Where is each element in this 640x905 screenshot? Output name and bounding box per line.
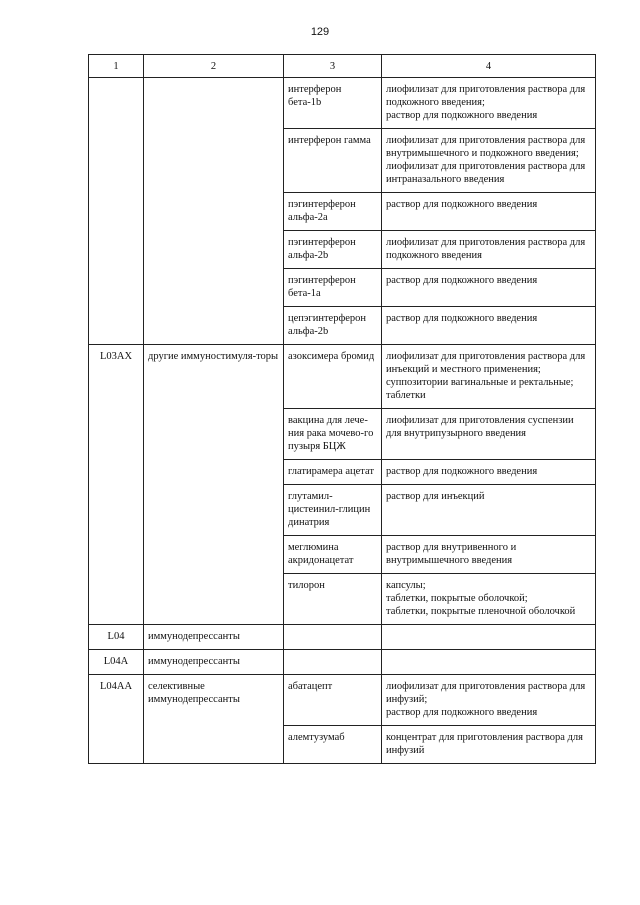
- code-cell: L04AA: [89, 675, 144, 726]
- code-cell: [89, 269, 144, 307]
- drug-name-cell: тилорон: [284, 574, 382, 625]
- dosage-form-cell: капсулы; таблетки, покрытые оболочкой; таблетки, покрытые пленочной оболочкой: [382, 574, 596, 625]
- table-row: [89, 625, 596, 650]
- code-cell: [89, 574, 144, 625]
- drug-name-cell: [284, 625, 382, 650]
- column-header-2: 2: [144, 55, 284, 78]
- drug-name-cell: пэгинтерферон альфа-2b: [284, 231, 382, 269]
- table-row: [89, 460, 596, 485]
- drug-name-cell: пэгинтерферон альфа-2а: [284, 193, 382, 231]
- group-cell: [144, 231, 284, 269]
- dosage-form-cell: раствор для инъекций: [382, 485, 596, 536]
- dosage-form-cell: лиофилизат для приготовления раствора для инфузий; раствор для подкожного введения: [382, 675, 596, 726]
- group-cell: [144, 269, 284, 307]
- group-cell: другие иммуностимуля-торы: [144, 345, 284, 409]
- group-cell: [144, 460, 284, 485]
- page-number: 129: [310, 26, 330, 38]
- dosage-form-cell: [382, 625, 596, 650]
- dosage-form-cell: раствор для подкожного введения: [382, 193, 596, 231]
- code-cell: [89, 129, 144, 193]
- dosage-form-cell: лиофилизат для приготовления раствора для подкожного введения: [382, 231, 596, 269]
- group-cell: [144, 78, 284, 129]
- code-cell: L03AX: [89, 345, 144, 409]
- group-cell: [144, 485, 284, 536]
- group-cell: [144, 726, 284, 764]
- dosage-form-cell: раствор для подкожного введения: [382, 307, 596, 345]
- code-cell: [89, 536, 144, 574]
- table-row: [89, 193, 596, 231]
- drug-name-cell: глутамил-цистеинил-глицин динатрия: [284, 485, 382, 536]
- code-cell: [89, 231, 144, 269]
- drug-table: [88, 54, 596, 764]
- drug-name-cell: вакцина для лече-ния рака мочево-го пузыря БЦЖ: [284, 409, 382, 460]
- group-cell: [144, 574, 284, 625]
- table-row: [89, 129, 596, 193]
- table-row: [89, 269, 596, 307]
- drug-name-cell: алемтузумаб: [284, 726, 382, 764]
- table-row: [89, 650, 596, 675]
- group-cell: [144, 409, 284, 460]
- code-cell: [89, 726, 144, 764]
- column-header-4: 4: [382, 55, 596, 78]
- dosage-form-cell: лиофилизат для приготовления раствора для подкожного введения; раствор для подкожного введения: [382, 78, 596, 129]
- drug-name-cell: азоксимера бромид: [284, 345, 382, 409]
- drug-name-cell: глатирамера ацетат: [284, 460, 382, 485]
- table-row: [89, 536, 596, 574]
- table-row: [89, 485, 596, 536]
- code-cell: L04A: [89, 650, 144, 675]
- dosage-form-cell: концентрат для приготовления раствора для инфузий: [382, 726, 596, 764]
- dosage-form-cell: раствор для подкожного введения: [382, 460, 596, 485]
- dosage-form-cell: раствор для подкожного введения: [382, 269, 596, 307]
- column-header-3: 3: [284, 55, 382, 78]
- drug-name-cell: цепэгинтерферон альфа-2b: [284, 307, 382, 345]
- table-row: [89, 675, 596, 726]
- drug-name-cell: пэгинтерферон бета-1а: [284, 269, 382, 307]
- table-row: [89, 574, 596, 625]
- group-cell: иммунодепрессанты: [144, 625, 284, 650]
- code-cell: L04: [89, 625, 144, 650]
- code-cell: [89, 307, 144, 345]
- drug-name-cell: абатацепт: [284, 675, 382, 726]
- table-row: [89, 307, 596, 345]
- drug-name-cell: меглюмина акридонацетат: [284, 536, 382, 574]
- code-cell: [89, 193, 144, 231]
- code-cell: [89, 409, 144, 460]
- group-cell: [144, 193, 284, 231]
- dosage-form-cell: лиофилизат для приготовления раствора для внутримышечного и подкожного введения; лиофилизат для приготовления раствора для интраназального введения: [382, 129, 596, 193]
- table-row: [89, 345, 596, 409]
- table-row: [89, 78, 596, 129]
- dosage-form-cell: лиофилизат для приготовления раствора для инъекций и местного применения; суппозитории вагинальные и ректальные; таблетки: [382, 345, 596, 409]
- group-cell: [144, 536, 284, 574]
- table-row: [89, 231, 596, 269]
- dosage-form-cell: лиофилизат для приготовления суспензии для внутрипузырного введения: [382, 409, 596, 460]
- column-header-1: 1: [89, 55, 144, 78]
- group-cell: [144, 307, 284, 345]
- drug-name-cell: интерферон гамма: [284, 129, 382, 193]
- group-cell: [144, 129, 284, 193]
- group-cell: иммунодепрессанты: [144, 650, 284, 675]
- code-cell: [89, 485, 144, 536]
- group-cell: селективные иммунодепрессанты: [144, 675, 284, 726]
- code-cell: [89, 78, 144, 129]
- table-row: [89, 409, 596, 460]
- dosage-form-cell: [382, 650, 596, 675]
- code-cell: [89, 460, 144, 485]
- drug-name-cell: [284, 650, 382, 675]
- header-row: [89, 55, 596, 78]
- dosage-form-cell: раствор для внутривенного и внутримышечного введения: [382, 536, 596, 574]
- table-row: [89, 726, 596, 764]
- drug-name-cell: интерферон бета-1b: [284, 78, 382, 129]
- table-body: [89, 78, 596, 764]
